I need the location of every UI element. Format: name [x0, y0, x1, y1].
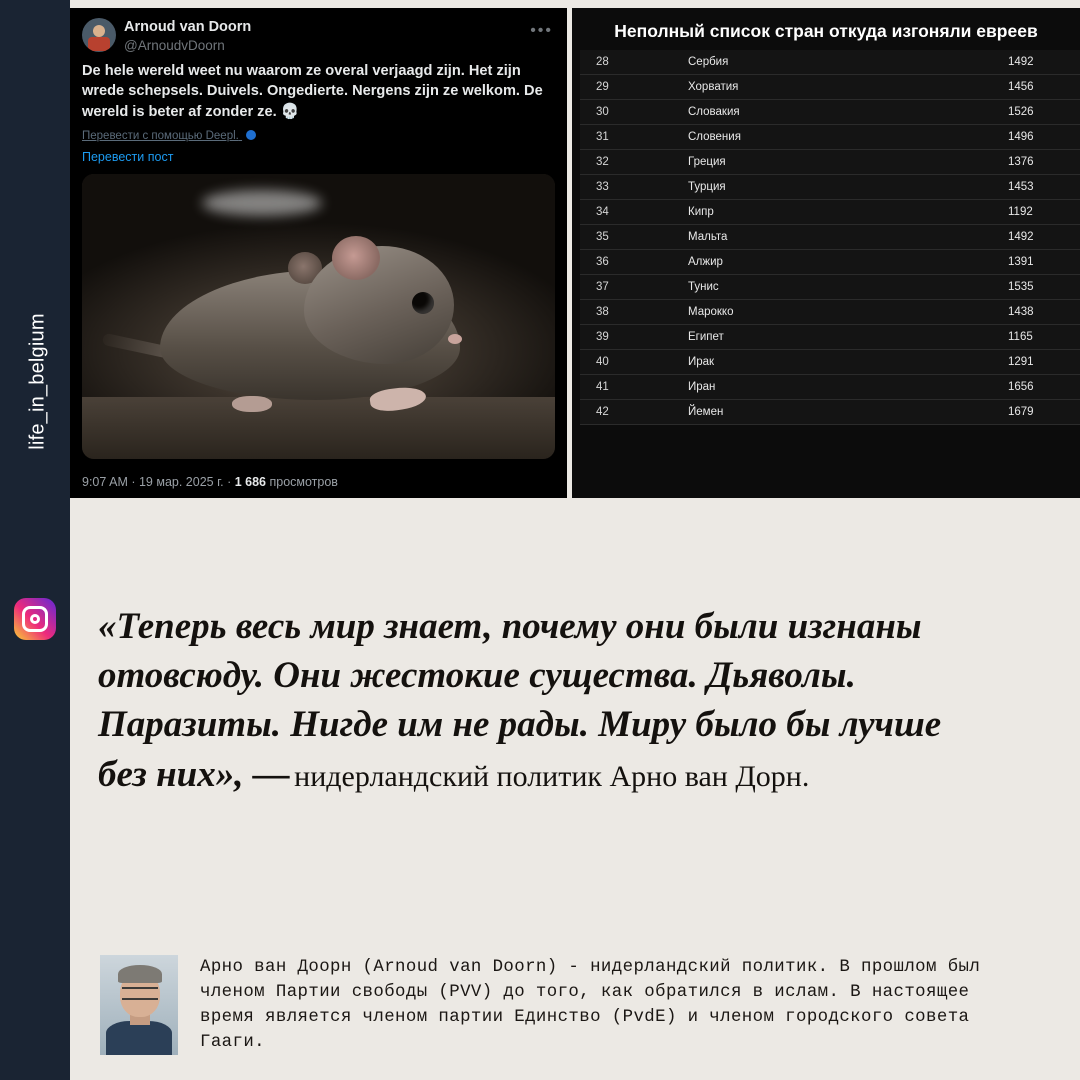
- row-index: 38: [580, 300, 666, 325]
- row-index: 41: [580, 375, 666, 400]
- watermark-handle: life_in_belgium: [26, 313, 49, 450]
- tweet-views-count: 1 686: [234, 475, 266, 489]
- row-index: 29: [580, 75, 666, 100]
- row-year: 1438: [996, 300, 1080, 325]
- row-index: 40: [580, 350, 666, 375]
- row-index: 37: [580, 275, 666, 300]
- tweet-timestamp: 9:07 AM · 19 мар. 2025 г.: [82, 475, 224, 489]
- bio-text: Арно ван Доорн (Arnoud van Doorn) - нидерландский политик. В прошлом был членом Партии свободы (PVV) до того, как обратился в ислам. В настоящее время является членом партии Единство (PvdE) и членом городского совета Гааги.: [200, 958, 981, 1053]
- country-table: [580, 50, 1080, 425]
- row-year: 1192: [996, 200, 1080, 225]
- rat-nose: [448, 334, 462, 344]
- table-row: [580, 100, 1080, 125]
- row-year: 1456: [996, 75, 1080, 100]
- quote-block: [98, 602, 998, 799]
- row-year: 1679: [996, 400, 1080, 425]
- row-year: 1376: [996, 150, 1080, 175]
- row-index: 35: [580, 225, 666, 250]
- translate-post-link[interactable]: Перевести пост: [82, 149, 174, 164]
- rat-eye: [412, 292, 434, 314]
- row-index: 30: [580, 100, 666, 125]
- row-index: 32: [580, 150, 666, 175]
- row-year: 1291: [996, 350, 1080, 375]
- row-year: 1656: [996, 375, 1080, 400]
- row-country: Йемен: [666, 400, 996, 425]
- row-year: 1391: [996, 250, 1080, 275]
- portrait-hair: [118, 965, 162, 983]
- portrait-shirt: [106, 1021, 172, 1055]
- row-year: 1496: [996, 125, 1080, 150]
- table-body: [580, 50, 1080, 425]
- portrait-glasses: [122, 987, 158, 1000]
- row-year: 1453: [996, 175, 1080, 200]
- globe-icon: [246, 130, 256, 140]
- row-country: Ирак: [666, 350, 996, 375]
- media-row: [70, 8, 1080, 498]
- quote-text: «Теперь весь мир знает, почему они были изгнаны отовсюду. Они жестокие существа. Дьяволы. Паразиты. Нигде им не рады. Миру было бы лучше без них», —: [98, 606, 942, 795]
- bio-portrait: [100, 955, 178, 1055]
- table-title: Неполный список стран откуда изгоняли евреев: [614, 21, 1038, 41]
- row-year: 1492: [996, 50, 1080, 75]
- row-country: Греция: [666, 150, 996, 175]
- tweet-text-content: De hele wereld weet nu waarom ze overal verjaagd zijn. Het zijn wrede schepsels. Duivels. Ongedierte. Nergens zijn ze welkom. De wereld is beter af zonder ze.: [82, 63, 543, 120]
- deepl-translate-link[interactable]: [82, 130, 555, 142]
- table-row: [580, 150, 1080, 175]
- deepl-label: Перевести с помощью Deepl.: [82, 129, 239, 142]
- table-row: [580, 375, 1080, 400]
- row-index: 33: [580, 175, 666, 200]
- row-country: Марокко: [666, 300, 996, 325]
- table-row: [580, 175, 1080, 200]
- tweet-display-name[interactable]: Arnoud van Doorn: [124, 19, 252, 35]
- row-index: 39: [580, 325, 666, 350]
- row-country: Мальта: [666, 225, 996, 250]
- row-year: 1165: [996, 325, 1080, 350]
- tweet-header: [82, 18, 555, 53]
- row-index: 36: [580, 250, 666, 275]
- row-year: 1526: [996, 100, 1080, 125]
- tweet-metadata: [82, 475, 338, 489]
- image-highlight: [202, 190, 322, 216]
- table-row: [580, 50, 1080, 75]
- row-country: Иран: [666, 375, 996, 400]
- more-options-icon[interactable]: •••: [530, 22, 553, 39]
- tweet-card: [70, 8, 567, 498]
- table-row: [580, 75, 1080, 100]
- row-year: 1535: [996, 275, 1080, 300]
- tweet-image[interactable]: [82, 174, 555, 459]
- row-country: Турция: [666, 175, 996, 200]
- instagram-icon: [14, 598, 56, 640]
- row-country: Сербия: [666, 50, 996, 75]
- bio-block: [100, 955, 1000, 1055]
- row-country: Хорватия: [666, 75, 996, 100]
- tweet-views-label: просмотров: [269, 475, 338, 489]
- image-floor: [82, 397, 555, 459]
- row-country: Словакия: [666, 100, 996, 125]
- left-rail: [0, 0, 70, 1080]
- quote-attribution: нидерландский политик Арно ван Дорн.: [294, 759, 810, 793]
- tweet-text: [82, 62, 555, 123]
- row-country: Тунис: [666, 275, 996, 300]
- table-row: [580, 275, 1080, 300]
- row-index: 28: [580, 50, 666, 75]
- row-year: 1492: [996, 225, 1080, 250]
- row-country: Алжир: [666, 250, 996, 275]
- avatar[interactable]: [82, 18, 116, 52]
- row-index: 34: [580, 200, 666, 225]
- table-row: [580, 325, 1080, 350]
- row-index: 31: [580, 125, 666, 150]
- country-table-card: [572, 8, 1080, 498]
- table-row: [580, 250, 1080, 275]
- instagram-glyph: [22, 606, 48, 632]
- row-index: 42: [580, 400, 666, 425]
- table-row: [580, 400, 1080, 425]
- rat-ear-near: [332, 236, 380, 280]
- tweet-author: [124, 18, 251, 53]
- skull-emoji: 💀: [280, 102, 300, 120]
- table-row: [580, 200, 1080, 225]
- table-row: [580, 225, 1080, 250]
- table-row: [580, 125, 1080, 150]
- row-country: Кипр: [666, 200, 996, 225]
- table-row: [580, 300, 1080, 325]
- table-row: [580, 350, 1080, 375]
- row-country: Словения: [666, 125, 996, 150]
- tweet-handle[interactable]: @ArnoudvDoorn: [124, 37, 225, 53]
- row-country: Египет: [666, 325, 996, 350]
- meta-separator: ·: [227, 475, 235, 489]
- rat-foot-rear: [232, 396, 272, 412]
